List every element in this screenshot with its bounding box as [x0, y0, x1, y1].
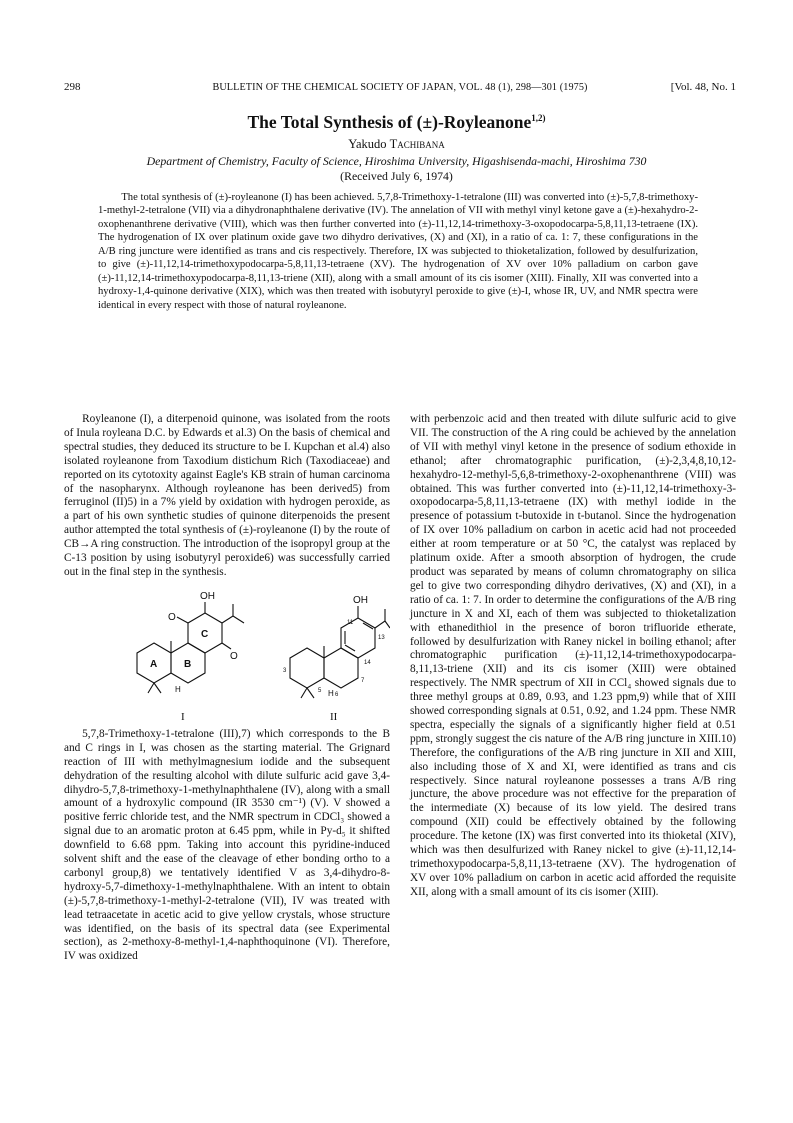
position-7: 7	[361, 677, 365, 684]
ring-a-label: A	[150, 658, 158, 670]
title-refs: 1,2)	[531, 113, 546, 124]
oh-label-i: OH	[200, 590, 215, 602]
abstract: The total synthesis of (±)-royleanone (I) has been achieved. 5,7,8-Trimethoxy-1-tetralone (III) was converted into (±)-5,7,8-trimethoxy-1-methyl-2-tetralone (VII) via a dihydronaphthalene derivative (IV). The annelation of VII with methyl vinyl ketone gave a (±)-hexahydro-2-oxophenanthrene derivative (VIII), which was then further converted into (±)-11,12,14-trimethoxy-3-oxopodocarpa-5,8,11,13-tetraene (IX). The hydrogenation of IX over platinum oxide gave two dihydro derivatives, (X) and (XI), in a ratio of ca. 1: 7, these configurations in the A/B ring juncture were identified as trans and cis respectively. Therefore, IX was subjected to thioketalization, followed by desulfurization, to give (±)-11,12,14-trimethoxypodocarpa-5,8,11,13-tetraene (XV). The hydrogenation of XV over 10% palladium on carbon gave (±)-11,12,14-trimethoxypodocarpa-8,11,13-triene (XII), along with a small amount of its cis isomer (XIII). Finally, XII was converted into a hydroxy-1,4-quinone derivative (XIX), which was then treated with isobutyryl peroxide to give (±)-I, whose IR, UV, and NMR spectra were identical in every respect with those of natural royleanone.	[98, 192, 698, 311]
volume-label: [Vol. 48, No. 1	[670, 81, 736, 93]
page-number: 298	[64, 81, 81, 93]
author	[0, 137, 793, 152]
intro-paragraph: Royleanone (I), a diterpenoid quinone, was isolated from the roots of Inula royleana D.C. by Edwards et al.3) On the basis of chemical and spectral studies, they deduced its structure to be I. Kupchan et al.4) also isolated royleanone from Taxodium distichum Rich (Taxodiaceae) and reported on its cytotoxity against Eagle's KB strain of human carcinoma of the nasopharynx. Although royleanone has been derived5) from ferruginol (II)5) in a 7% yield by oxidation with hydrogen peroxide, as a part of his own synthetic studies of quinone diterpenoids the present author attempted the total synthesis of (±)-royleanone (I) by the route of CB→A ring construction. The introduction of the isopropyl group at the C-13 position by using isobutyryl peroxide6) was successfully carried out in the final step in the synthesis.	[64, 413, 390, 578]
synthesis-paragraph: 5,7,8-Trimethoxy-1-tetralone (III),7) which corresponds to the B and C rings in I, was chosen as the starting material. The Grignard reaction of III with methylmagnesium iodide and the subsequent dehydration of the resulting alcohol with dilute sulfuric acid gave 3,4-dihydro-5,7,8-trimethoxy-1-methylnaphthalene (IV), along with a small amount of a hydroxylic compound (IR 3530 cm⁻¹) (V). V showed a positive ferric chloride test, and the NMR spectrum in CDCl₃ showed a signal due to an aromatic proton at 6.45 ppm, while in Py-d₅ it shifted downfield to 6.68 ppm. Taking into account this pyridine-induced solvent shift and the ease of the cleavage of ether bonding ortho to a carbonyl group,8) we tentatively identified V as 3,4-dihydro-8-hydroxy-5,7-dimethoxy-1-methylnaphthalene. With an intent to obtain (±)-5,7,8-trimethoxy-1-methyl-2-tetralone (VII), IV was treated with lead tetraacetate in acetic acid to give yellow crystals, whose structure was identified, on the basis of its spectral data (see Experimental section), as 2-methoxy-8-methyl-1,4-naphthoquinone (VI). Therefore, IV was oxidized	[64, 727, 390, 963]
received-date: (Received July 6, 1974)	[340, 169, 453, 183]
affiliation: Department of Chemistry, Faculty of Science, Hiroshima University, Higashisenda-machi, Hiroshima 730	[146, 154, 647, 168]
h-label-ii: H	[328, 688, 334, 698]
compound-i-label: I	[181, 710, 185, 723]
position-11: 11	[347, 619, 354, 626]
author-first: Yakudo	[348, 137, 390, 151]
position-5: 5	[318, 687, 322, 694]
ring-a-ii-shape	[290, 648, 324, 688]
right-column	[410, 413, 736, 900]
running-header	[64, 81, 736, 95]
oh-label-ii: OH	[353, 594, 368, 606]
author-last: Tachibana	[389, 137, 445, 151]
left-column	[64, 413, 390, 964]
ring-c-label: C	[201, 628, 209, 640]
ring-b-ii-shape	[324, 648, 358, 688]
position-13: 13	[378, 634, 385, 641]
structure-drawing	[64, 584, 390, 726]
position-3: 3	[283, 667, 287, 674]
paper-title	[0, 112, 793, 133]
continued-paragraph: with perbenzoic acid and then treated with dilute sulfuric acid to give VII. The construction of the A ring could be achieved by the annelation of VII with methyl vinyl ketone in the presence of sodium ethoxide in ethanol; after chromatographic purification, (±)-2,3,4,8,10,12-hexahydro-12-methyl-5,6,8-trimethoxy-2-oxophenanthrene (VIII) was obtained. This was further converted into (±)-11,12,14-trimethoxy-3-oxopodocarpa-5,8,11,13-tetraene (IX) with methyl iodide in the presence of potassium t-butoxide in t-butanol. Since the hydrogenation of IX over 10% palladium on carbon in acetic acid had not proceeded either at room temperature or at 50 °C, the catalyst was replaced by platinum oxide. After a smooth absorption of hydrogen, the crude product was separated by means of column chromatography on silica gel to give two corresponding dihydro derivatives, (X) and (XI), in a ratio of ca. 1: 7. In order to determine the configurations of the A/B ring juncture in X and XI, each of them was subjected to thioketalization with ethanedithiol in the presence of boron trifluoride etherate, followed by desulfurization with Raney nickel in boiling ethanol; after chromatographic purification (±)-11,12,14-trimethoxypodocarpa-8,11,13-triene (XII) and its cis isomer (XIII) were obtained respectively. The NMR spectrum of XII in CCl₄ showed signals due to three methyl groups at 0.89, 0.93, and 1.23 ppm,9) while that of XIII showed corresponding signals at 0.51, 0.92, and 1.24 ppm. These NMR spectra, especially the signals of a significantly higher field at 0.51 ppm, strongly suggest the cis nature of the A/B ring juncture in XIII.10) Therefore, the configurations of the A/B ring juncture in XII and XIII, also including those of X and XI, were identified as trans and cis respectively. Since natural royleanone possesses a trans A/B ring juncture, the above procedure was not effective for the preparation of the intermediate (X) because of its low yield. The desired trans compound (XII) could be effectively obtained by the following procedure. The ketone (IX) was first converted into its thioketal (XIV), which was then desulfurized with Raney nickel to give (±)-11,12,14-trimethoxypodocarpa-5,8,11,13-tetraene (XV). The hydrogenation of XV over 10% palladium on carbon in acetic acid afforded the requisite XII, along with a small amount of its cis isomer (XIII).	[410, 413, 736, 898]
journal-citation: BULLETIN OF THE CHEMICAL SOCIETY OF JAPAN, VOL. 48 (1), 298—301 (1975)	[212, 82, 588, 93]
title-text: The Total Synthesis of (±)-Royleanone	[247, 112, 532, 132]
ring-b-label: B	[184, 658, 192, 670]
h-label-i: H	[175, 684, 181, 694]
o-label-right: O	[230, 650, 238, 662]
position-14: 14	[364, 659, 371, 666]
compound-ii-label: II	[330, 710, 338, 723]
o-label-left: O	[168, 611, 176, 623]
position-6: 6	[335, 691, 339, 698]
structure-figure	[64, 584, 390, 726]
